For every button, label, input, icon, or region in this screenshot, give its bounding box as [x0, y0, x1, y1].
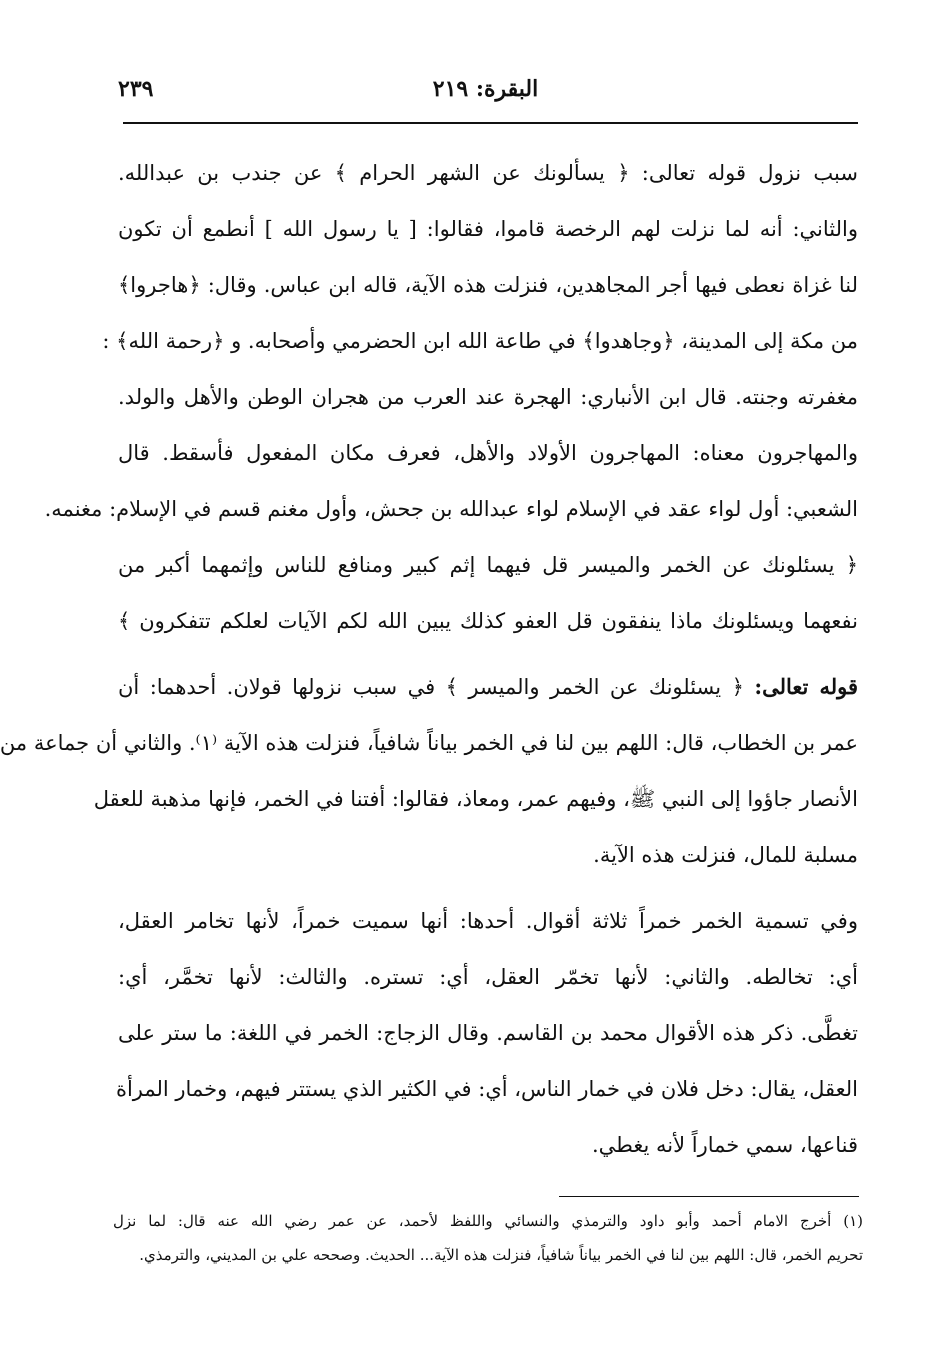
text-line: الأنصار جاؤوا إلى النبي ﷺ، وفيهم عمر، ومعاذ، فقالوا: أفتنا في الخمر، فإنها مذهبة للعقل [93, 787, 858, 811]
text-line: والمهاجرون معناه: المهاجرون الأولاد والأهل، فعرف مكان المفعول فأسقط. قال [118, 441, 858, 465]
footnote-line: تحريم الخمر، قال: اللهم بين لنا في الخمر بياناً شافياً، فنزلت هذه الآية... الحديث. وصححه علي بن المديني، والترمذي. [139, 1246, 863, 1264]
text-line: الشعبي: أول لواء عقد في الإسلام لواء عبدالله بن جحش، وأول مغنم قسم في الإسلام: مغنمه. [44, 497, 858, 521]
paragraph-gap [118, 649, 858, 659]
verse-line: ﴿ يسئلونك عن الخمر والميسر قل فيهما إثم كبير ومنافع للناس وإثمهما أكبر من [118, 553, 858, 577]
footnote-rule [559, 1196, 859, 1197]
text-line: مغفرته وجنته. قال ابن الأنباري: الهجرة عند العرب من هجران الوطن والأهل والولد. [118, 385, 858, 409]
footnotes [113, 1204, 863, 1272]
verse-line: نفعهما ويسئلونك ماذا ينفقون قل العفو كذلك يبين الله لكم الآيات لعلكم تتفكرون ﴾ [118, 609, 858, 633]
main-text [0, 145, 858, 1173]
running-title: البقرة: ٢١٩ [432, 76, 539, 102]
header-rule [123, 122, 858, 124]
page-number: ٢٣٩ [118, 76, 154, 102]
text-line: تغطَّى. ذكر هذه الأقوال محمد بن القاسم. وقال الزجاج: الخمر في اللغة: ما ستر على [118, 1021, 858, 1045]
text-line: والثاني: أنه لما نزلت لهم الرخصة قاموا، فقالوا: [ يا رسول الله ] أنطمع أن تكون [118, 217, 858, 241]
text-line: العقل، يقال: دخل فلان في خمار الناس، أي: في الكثير الذي يستتر فيهم، وخمار المرأة [115, 1077, 858, 1101]
text-line: لنا غزاة نعطى فيها أجر المجاهدين، فنزلت هذه الآية، قاله ابن عباس. وقال: ﴿هاجروا﴾ [118, 273, 858, 297]
text-run: ﴿ يسئلونك عن الخمر والميسر ﴾ في سبب نزولها قولان. أحدهما: أن [118, 675, 755, 699]
text-line: من مكة إلى المدينة، ﴿وجاهدوا﴾ في طاعة الله ابن الحضرمي وأصحابه. و ﴿رحمة الله﴾ : [102, 329, 858, 353]
text-line [118, 659, 858, 715]
paragraph-gap [118, 883, 858, 893]
text-line: سبب نزول قوله تعالى: ﴿ يسألونك عن الشهر الحرام ﴾ عن جندب بن عبدالله. [118, 161, 858, 185]
text-line: قناعها، سمي خماراً لأنه يغطي. [591, 1133, 858, 1157]
quran-verse [118, 537, 858, 649]
text-line: أي: تخالطه. والثاني: لأنها تخمّر العقل، أي: تستره. والثالث: لأنها تخمَّر، أي: [118, 965, 858, 989]
text-line: وفي تسمية الخمر خمراً ثلاثة أقوال. أحدها: أنها سميت خمراً، لأنها تخامر العقل، [118, 909, 858, 933]
text-line: عمر بن الخطاب، قال: اللهم بين لنا في الخمر بياناً شافياً، فنزلت هذه الآية ⁽١⁾. والثاني أن جماعة من [0, 731, 858, 755]
page-header [118, 76, 853, 116]
text-line: مسلبة للمال، فنزلت هذه الآية. [593, 843, 858, 867]
footnote-line: (١) أخرج الامام أحمد وأبو داود والترمذي والنسائي واللفظ لأحمد، عن عمر رضي الله عنه قال: لما نزل [113, 1212, 863, 1230]
verse-reference-lead: قوله تعالى: [754, 674, 858, 699]
